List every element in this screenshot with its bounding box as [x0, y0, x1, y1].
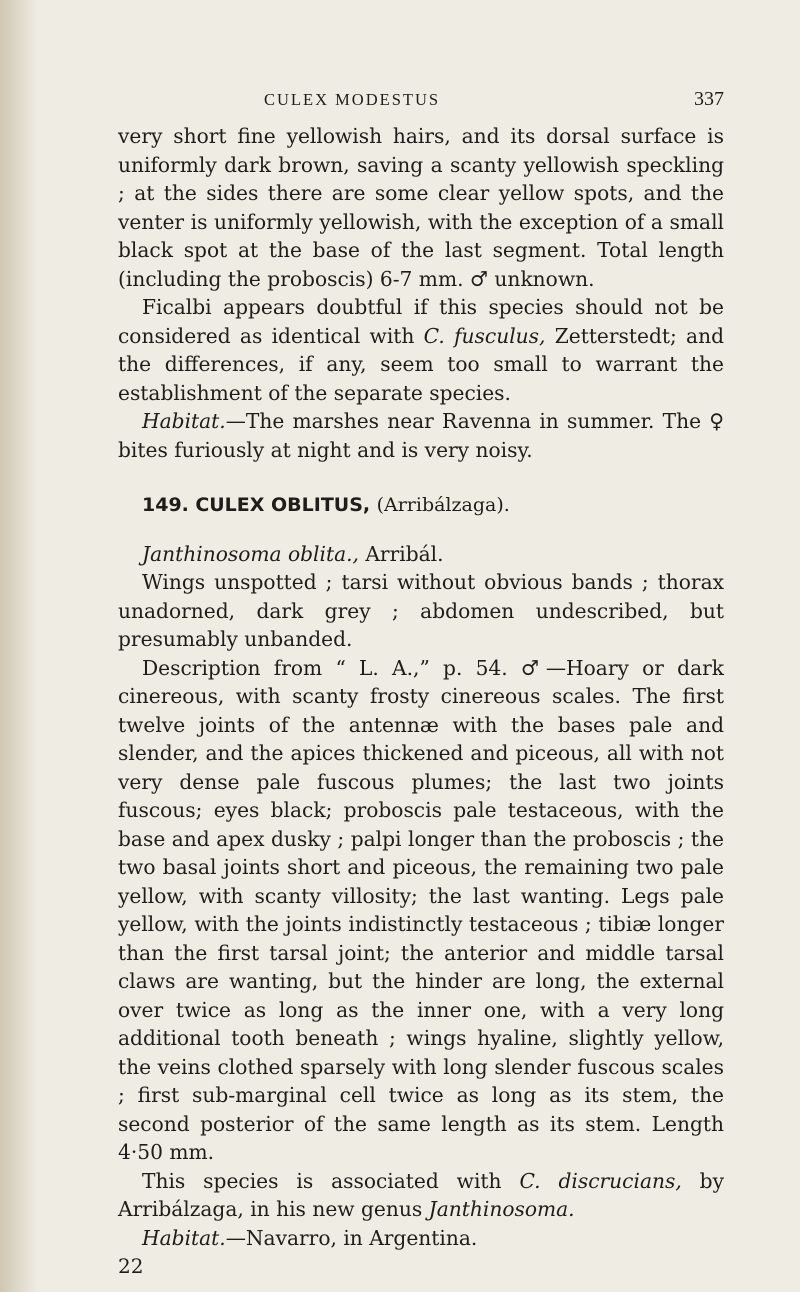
- species-number: 149.: [142, 494, 189, 516]
- species-name: CULEX OBLITUS,: [195, 494, 371, 516]
- page-header: [118, 90, 724, 114]
- habitat-paragraph-2: Habitat.—Navarro, in Argentina.: [142, 1225, 478, 1250]
- species-heading: [118, 490, 724, 520]
- page-number: 337: [694, 88, 724, 110]
- habitat-label: Habitat.: [142, 1225, 226, 1250]
- habitat-paragraph: Habitat.—The marshes near Ravenna in summer. The ♀ bites furiously at night and is very noisy.: [118, 409, 724, 462]
- habitat-label: Habitat.: [142, 409, 226, 433]
- species-author: (Arribálzaga).: [376, 494, 510, 516]
- species-italic: C. fusculus,: [423, 323, 546, 348]
- paragraph-ficalbi: Ficalbi appears doubtful if this species should not be considered as identical with C. fusculus, Zetterstedt; and the differences, if any, seem too small to warrant the establishment of the separate species.: [118, 295, 725, 405]
- paragraph-continuation: very short fine yellowish hairs, and its dorsal surface is uniformly dark brown, saving a scanty yellowish speckling ; at the sides there are some clear yellow spots, and the venter is uniformly yellowish, with the exception of a small black spot at the base of the last segment. Total length (including the proboscis) 6-7 mm. ♂ unknown.: [118, 124, 724, 291]
- paragraph-description: Description from “ L. A.,” p. 54. ♂—Hoary or dark cinereous, with scanty frosty cinereous scales. The first twelve joints of the antennæ with the bases pale and slender, and the apices thickened and piceous, all with not very dense pale fuscous plumes; the last two joints fuscous; eyes black; proboscis pale testaceous, with the base and apex dusky ; palpi longer than the proboscis ; the two basal joints short and piceous, the remaining two pale yellow, with scanty villosity; the last wanting. Legs pale yellow, with the joints indistinctly testaceous ; tibiæ longer than the first tarsal joint; the anterior and middle tarsal claws are wanting, but the hinder are long, the external over twice as long as the inner one, with a very long additional tooth beneath ; wings hyaline, slightly yellow, the veins clothed sparsely with long slender fuscous scales ; first sub-marginal cell twice as long as its stem, the second posterior of the same length as its stem. Length 4·50 mm.: [118, 655, 724, 1164]
- running-head: CULEX MODESTUS: [264, 90, 441, 109]
- paragraph-diagnosis: Wings unspotted ; tarsi without obvious bands ; thorax unadorned, dark grey ; abdomen undescribed, but presumably unbanded.: [118, 570, 724, 651]
- signature-mark: 22: [118, 1254, 144, 1278]
- paragraph-association: This species is associated with C. discrucians, by Arribálzaga, in his new genus Janthinosoma.: [118, 1168, 724, 1221]
- page-body: [118, 122, 724, 1281]
- book-gutter-shadow: [0, 0, 38, 1292]
- synonym-line: Janthinosoma oblita., Arribál.: [142, 541, 444, 566]
